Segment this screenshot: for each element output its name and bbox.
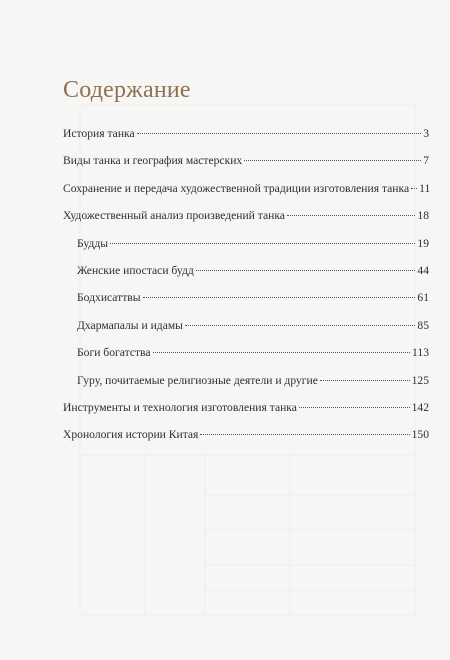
toc-dot-leader: [287, 215, 415, 216]
toc-entry-title: Виды танка и география мастерских: [63, 154, 243, 168]
toc-entry-title: Сохранение и передача художественной традиции изготовления танка: [63, 181, 410, 195]
toc-entry[interactable]: [77, 319, 429, 333]
toc-dot-leader: [185, 325, 415, 326]
toc-dot-leader: [411, 188, 417, 189]
toc-entry[interactable]: [63, 127, 429, 141]
toc-entry-title: Художественный анализ произведений танка: [63, 209, 285, 223]
toc-entry-page-number: 19: [417, 236, 429, 250]
toc-entry[interactable]: [77, 237, 429, 251]
toc-dot-leader: [153, 352, 411, 353]
toc-entry-page-number: 44: [417, 264, 429, 277]
page-title: Содержание: [63, 77, 191, 103]
toc-dot-leader: [137, 133, 422, 134]
toc-entry-page-number: 85: [417, 318, 429, 332]
toc-entry[interactable]: [77, 374, 429, 388]
toc-entry-title: Хронология истории Китая: [63, 428, 199, 442]
toc-entry-title: Инструменты и технология изготовления танка: [63, 401, 297, 414]
toc-entry-page-number: 113: [412, 346, 429, 360]
toc-entry-page-number: 7: [423, 154, 429, 168]
toc-entry-page-number: 125: [411, 373, 429, 387]
toc-entry-title: Дхармапалы и идамы: [77, 318, 183, 332]
toc-entry-title: Будды: [77, 236, 109, 250]
toc-dot-leader: [110, 243, 415, 244]
toc-entry[interactable]: [77, 264, 429, 278]
toc-entry[interactable]: [63, 154, 429, 168]
toc-dot-leader: [244, 160, 421, 161]
toc-entry-page-number: 61: [417, 291, 429, 305]
toc-entry-title: Женские ипостаси будд: [77, 264, 194, 277]
toc-entry-title: Гуру, почитаемые религиозные деятели и другие: [77, 373, 318, 387]
toc-entry-page-number: 18: [417, 209, 429, 223]
toc-dot-leader: [143, 297, 416, 298]
toc-entry[interactable]: [77, 346, 429, 360]
toc-dot-leader: [196, 270, 416, 271]
toc-entry[interactable]: [77, 291, 429, 305]
toc-dot-leader: [200, 434, 409, 435]
toc-entry[interactable]: [63, 209, 429, 223]
toc-entry[interactable]: [63, 182, 429, 196]
toc-entry-title: История танка: [63, 127, 135, 140]
toc-entry[interactable]: [63, 428, 429, 442]
toc-entry-title: Бодхисаттвы: [77, 291, 141, 305]
table-of-contents: [63, 0, 429, 660]
toc-entry-page-number: 150: [411, 428, 429, 442]
toc-entry-page-number: 3: [423, 127, 429, 140]
toc-entry-page-number: 142: [411, 401, 429, 414]
toc-dot-leader: [320, 380, 410, 381]
toc-entry[interactable]: [63, 401, 429, 415]
toc-entry-page-number: 11: [419, 181, 431, 195]
toc-dot-leader: [299, 407, 410, 408]
toc-entry-title: Боги богатства: [77, 346, 151, 360]
